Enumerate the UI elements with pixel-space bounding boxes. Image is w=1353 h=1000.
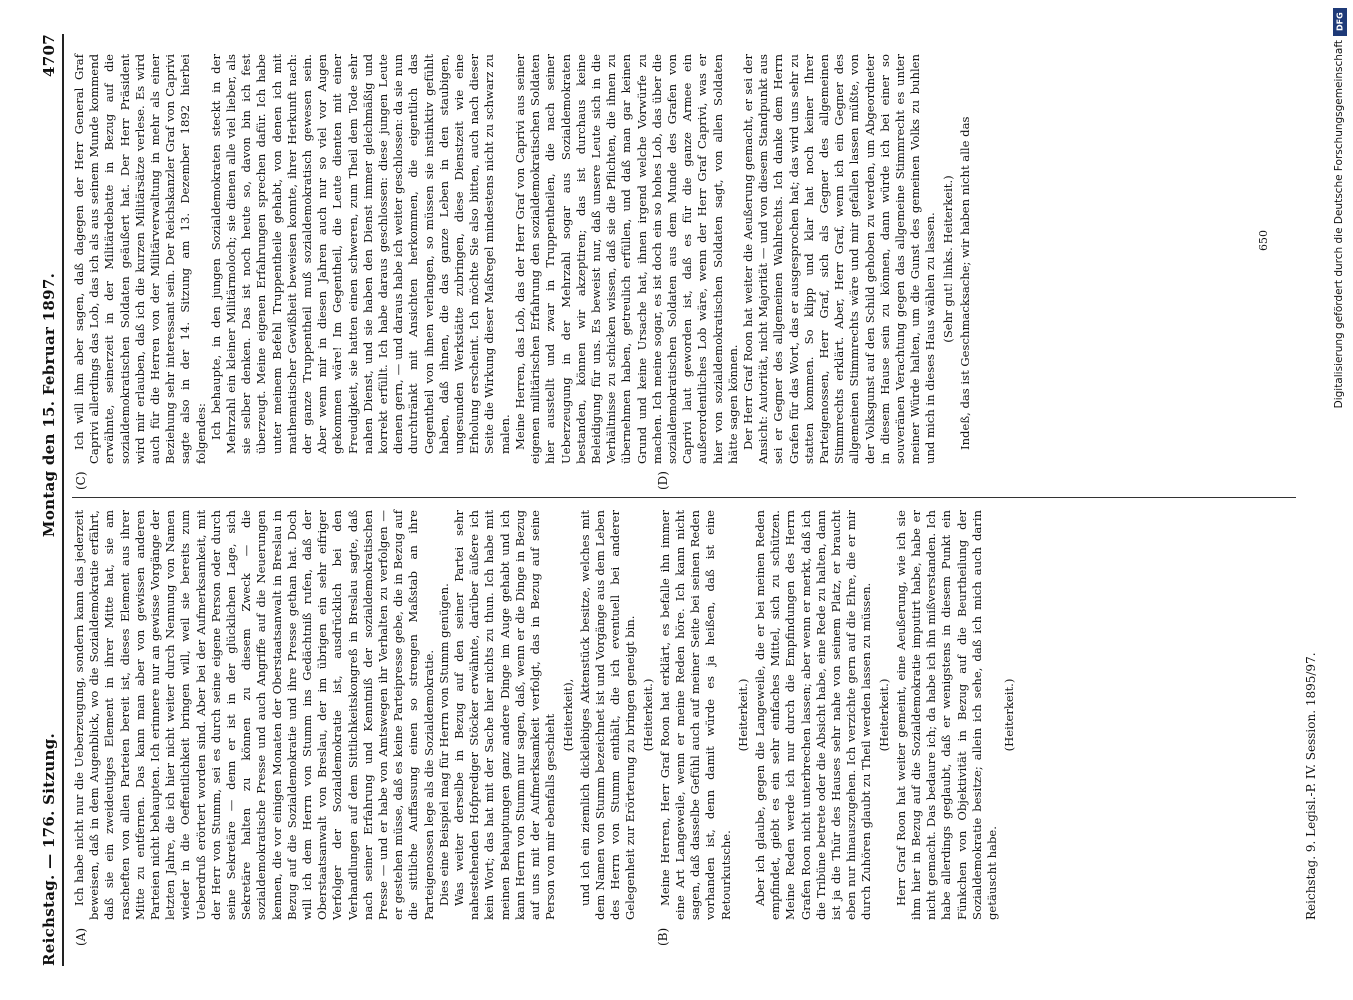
left-column [72,510,1296,920]
paragraph: Dies eine Beispiel mag für Herrn von Stumm genügen. [436,583,451,906]
rotated-page [16,20,1336,980]
header-left: Reichstag. — 176. Sitzung. [40,732,58,966]
paragraph: Meine Herren, das Lob, das der Herr Graf von Caprivi aus seiner eigenen militärischen Erfahrung den sozialdemokratischen Soldaten hier ausstellt und zwar in Truppentheilen, die nach seiner Ueberzeugung in der Mehrzahl sogar aus Sozialdemokraten bestanden, können wir akzeptiren; das ist durchaus keine Beleidigung für uns. Es beweist nur, daß unsere Leute sich in die Verhältnisse zu schicken wissen, daß sie die Pflichten, die ihnen zu übernehmen haben, getreulich erfüllen, und daß man gar keinen Grund und keine Ursache hat, ihnen irgend welche Vorwürfe zu machen. Ich meine sogar, es ist doch ein so hohes Lob, das über die sozialdemokratischen Soldaten aus dem Munde des Grafen von Caprivi laut geworden ist, daß es für die ganze Armee ein außerordentliches Lob wäre, wenn der Herr Graf Caprivi, was er hier von sozialdemokratischen Soldaten sagt, von allen Soldaten hätte sagen können. [512,54,740,464]
margin-label-d: (D) [656,471,670,490]
paragraph: Herr Graf Roon hat weiter gemeint, eine Aeußerung, wie ich sie ihm hier in Bezug auf die Sozialdemokratie imputirt habe, habe er nicht gemacht. Das bedaure ich; da habe ich ihn mißverstanden. Ich habe allerdings geglaubt, daß er wenigstens in diesem Punkt ein Fünkchen von Objektivität in Bezug auf die Beurtheilung der Sozialdemokratie besitze; allein ich sehe, daß ich mich auch darin getäuscht habe. [893,510,999,920]
page-footer: Reichstag. 9. Legisl.-P. IV. Session. 1895/97. [1304,652,1318,920]
header-date: Montag den 15. Februar 1897. [40,272,58,538]
right-column [72,54,1296,464]
column-divider [72,497,1296,498]
margin-label-b: (B) [656,927,670,946]
interjection: (Heiterkeit.) [640,678,655,752]
paragraph: Der Herr Graf Roon hat weiter die Aeußerung gemacht, er sei der Ansicht: Autorität, nicht Majorität — und von diesem Standpunkt aus sei er Gegner des allgemeinen Wahlrechts. Ich danke dem Herrn Grafen für das Wort, das er ausgesprochen hat; das wird uns sehr zu statten kommen. So klipp und klar hat noch keiner Ihrer Parteigenossen, Herr Graf, sich als Gegner des allgemeinen Stimmrechts erklärt. Aber, Herr Graf, wenn ich ein Gegner des allgemeinen Stimmrechts wäre und mir gefallen lassen müßte, von der Volksgunst auf den Schild gehoben zu werden, um Abgeordneter in diesem Hause sein zu können, dann würde ich bei einer so souveränen Verachtung gegen das allgemeine Stimmrecht es unter meiner Würde halten, um die Gunst des gemeinen Volks zu buhlen und mich in dieses Haus wählen zu lassen. [740,54,938,464]
margin-label-a: (A) [74,927,88,946]
dfg-logo: DFG [1333,8,1347,36]
interjection: (Heiterkeit.) [876,678,891,752]
page-header [30,34,58,966]
paragraph: Ich will ihm aber sagen, daß dagegen der Herr General Graf Caprivi allerdings das Lob, das ich als aus seinem Munde kommend erwähnte, seinerzeit in der Militärdebatte in Bezug auf die sozialdemokratischen Soldaten geäußert hat. Der Herr Präsident wird mir erlauben, daß ich die kurzen Militärsätze verlese. Es wird auch für die Herren von der Militärverwaltung in mehr als einer Beziehung sehr interessant sein. Der Reichskanzler Graf von Caprivi sagte also in der 14. Sitzung am 13. Dezember 1892 hierbei folgendes: [72,54,208,464]
interjection: (Heiterkeit.) [735,678,750,752]
paragraph: Meine Herren, Herr Graf Roon hat erklärt, es befalle ihn immer eine Art Langeweile, wenn er meine Reden höre. Ich kann nicht sagen, daß dasselbe Gefühl auch auf meiner Seite bei seinen Reden vorhanden ist, denn damit würde es ja heißen, daß ist eine Retourkutsche. [657,510,733,920]
margin-label-c: (C) [74,471,88,490]
interjection: (Heiterkeit), [560,678,575,752]
interjection: (Sehr gut! links. Heiterkeit.) [940,175,955,343]
quoted-paragraph: Ich behaupte, in den jungen Sozialdemokraten steckt in der Mehrzahl ein kleiner Militärmoloch; sie dienen alle viel lieber, als sie selber denken. Das ist noch heute so, davon bin ich fest überzeugt. Meine eigenen Erfahrungen sprechen dafür. Ich habe unter meinem Befehl Truppentheile gehabt, von denen ich mit mathematischer Gewißheit beweisen konnte, ihrer Herkunft nach: der ganze Truppentheil muß sozialdemokratisch gewesen sein. Aber wenn mir in diesen Jahren auch nur so viel vor Augen gekommen wäre! Im Gegentheil, die Leute dienten mit einer Freudigkeit, sie hatten einen schweren, zum Theil dem Tode sehr nahen Dienst, und sie haben den Dienst immer gleichmäßig und korrekt erfüllt. Ich habe daraus geschlossen: diese jungen Leute dienen gern, — und daraus habe ich weiter geschlossen: da sie nun durchtränkt mit Ansichten herkommen, die eigentlich das Gegentheil von ihnen verlangen, so müssen sie instinktiv gefühlt haben, daß ihnen, die das ganze Leben in den staubigen, ungesunden Werkstätte zubringen, diese Dienstzeit wie eine Erholung erscheint. Ich möchte Sie also bitten, auch nach dieser Seite die Wirkung dieser Maßregel mindestens nicht zu schwarz zu malen. [208,54,512,454]
paragraph: Indeß, das ist Geschmacksache; wir haben nicht alle das [957,116,972,450]
header-rule [62,34,64,966]
interjection: (Heiterkeit.) [1002,678,1017,752]
paragraph: Aber ich glaube, gegen die Langeweile, die er bei meinen Reden empfindet, giebt es ein sehr einfaches Mittel, sich zu schützen. Meine Reden werde ich nur durch die Empfindungen des Herrn Grafen Roon nicht unterbrechen lassen; aber wenn er merkt, daß ich die Tribüne betrete oder die Absicht habe, eine Rede zu halten, dann ist ja die Thür des Hauses sehr nahe von seinem Platz, er braucht eben nur hinauszugehen. Ich verzichte gern auf die Ehre, die er mir durch Zuhören glaubt zu Theil werden lassen zu müssen. [752,510,874,920]
paragraph: Was weiter derselbe in Bezug auf den seiner Partei sehr nahestehenden Hofprediger Stöcker erwähnte, darüber äußere ich kein Wort; das hat mit der Sache hier nichts zu thun. Ich habe mit meinen Behauptungen ganz andere Dinge im Auge gehabt und ich kann Herrn von Stumm nur sagen, daß, wenn er die Dinge in Bezug auf uns mit der Aufmerksamkeit verfolgt, das in Bezug auf seine Person von mir ebenfalls geschieht [452,510,558,920]
paragraph: und ich ein ziemlich dickleibiges Aktenstück besitze, welches mit dem Namen von Stumm bezeichnet ist und Vorgänge aus dem Leben des Herrn von Stumm enthält, die ich eventuell bei anderer Gelegenheit zur Erörterung zu bringen geneigt bin. [577,510,638,920]
digitization-note: Digitalisierung gefördert durch die Deutsche Forschungsgemeinschaft [1333,40,1345,409]
paragraph: Ich habe nicht nur die Ueberzeugung, sondern kann das jederzeit beweisen, daß in dem Augenblick, wo die Sozialdemokratie erfährt, daß sie ein zweideutiges Element in ihrer Mitte hat, sie am rascheften von allen Parteien bereit ist, dieses Element aus ihrer Mitte zu entfernen. Das kann man aber von gewissen anderen Parteien nicht behaupten. Ich erinnere nur an gewisse Vorgänge der letzten Jahre, die ich hier nicht weiter durch Nennung von Namen wieder in die Oeffentlichkeit bringen will, weil sie bereits zum Ueberdruß erörtert worden sind. Aber bei der Aufmerksamkeit, mit der Herr von Stumm, sei es durch seine eigene Person oder durch seine Sekretäre — denn er ist in der glücklichen Lage, sich Sekretäre halten zu können zu diesem Zweck — die sozialdemokratische Presse und auch Angriffe auf die Neuerungen kennen, die vor einigen Monaten der Oberstaatsanwalt in Breslau in Bezug auf die Sozialdemokratie und ihre Presse gethan hat. Doch will ich dem Herrn von Stumm ins Gedächtniß rufen, daß der Oberstaatsanwalt von Breslau, der im übrigen ein sehr eifriger Verfolger der Sozialdemokratie ist, ausdrücklich bei den Verhandlungen auf dem Sittlichkeitskongreß in Breslau sagte, daß nach seiner Erfahrung und Kenntniß der sozialdemokratischen Presse — und er habe von Amtswegen ihr Verhalten zu verfolgen — er gestehen müsse, daß es keine Parteipresse gebe, die in Bezug auf die sittliche Auffassung einen so strengen Maßstab an ihre Parteigenossen lege als die Sozialdemokratie. [72,510,436,920]
signature-number: 650 [1257,230,1270,251]
header-page-number: 4707 [40,34,58,77]
